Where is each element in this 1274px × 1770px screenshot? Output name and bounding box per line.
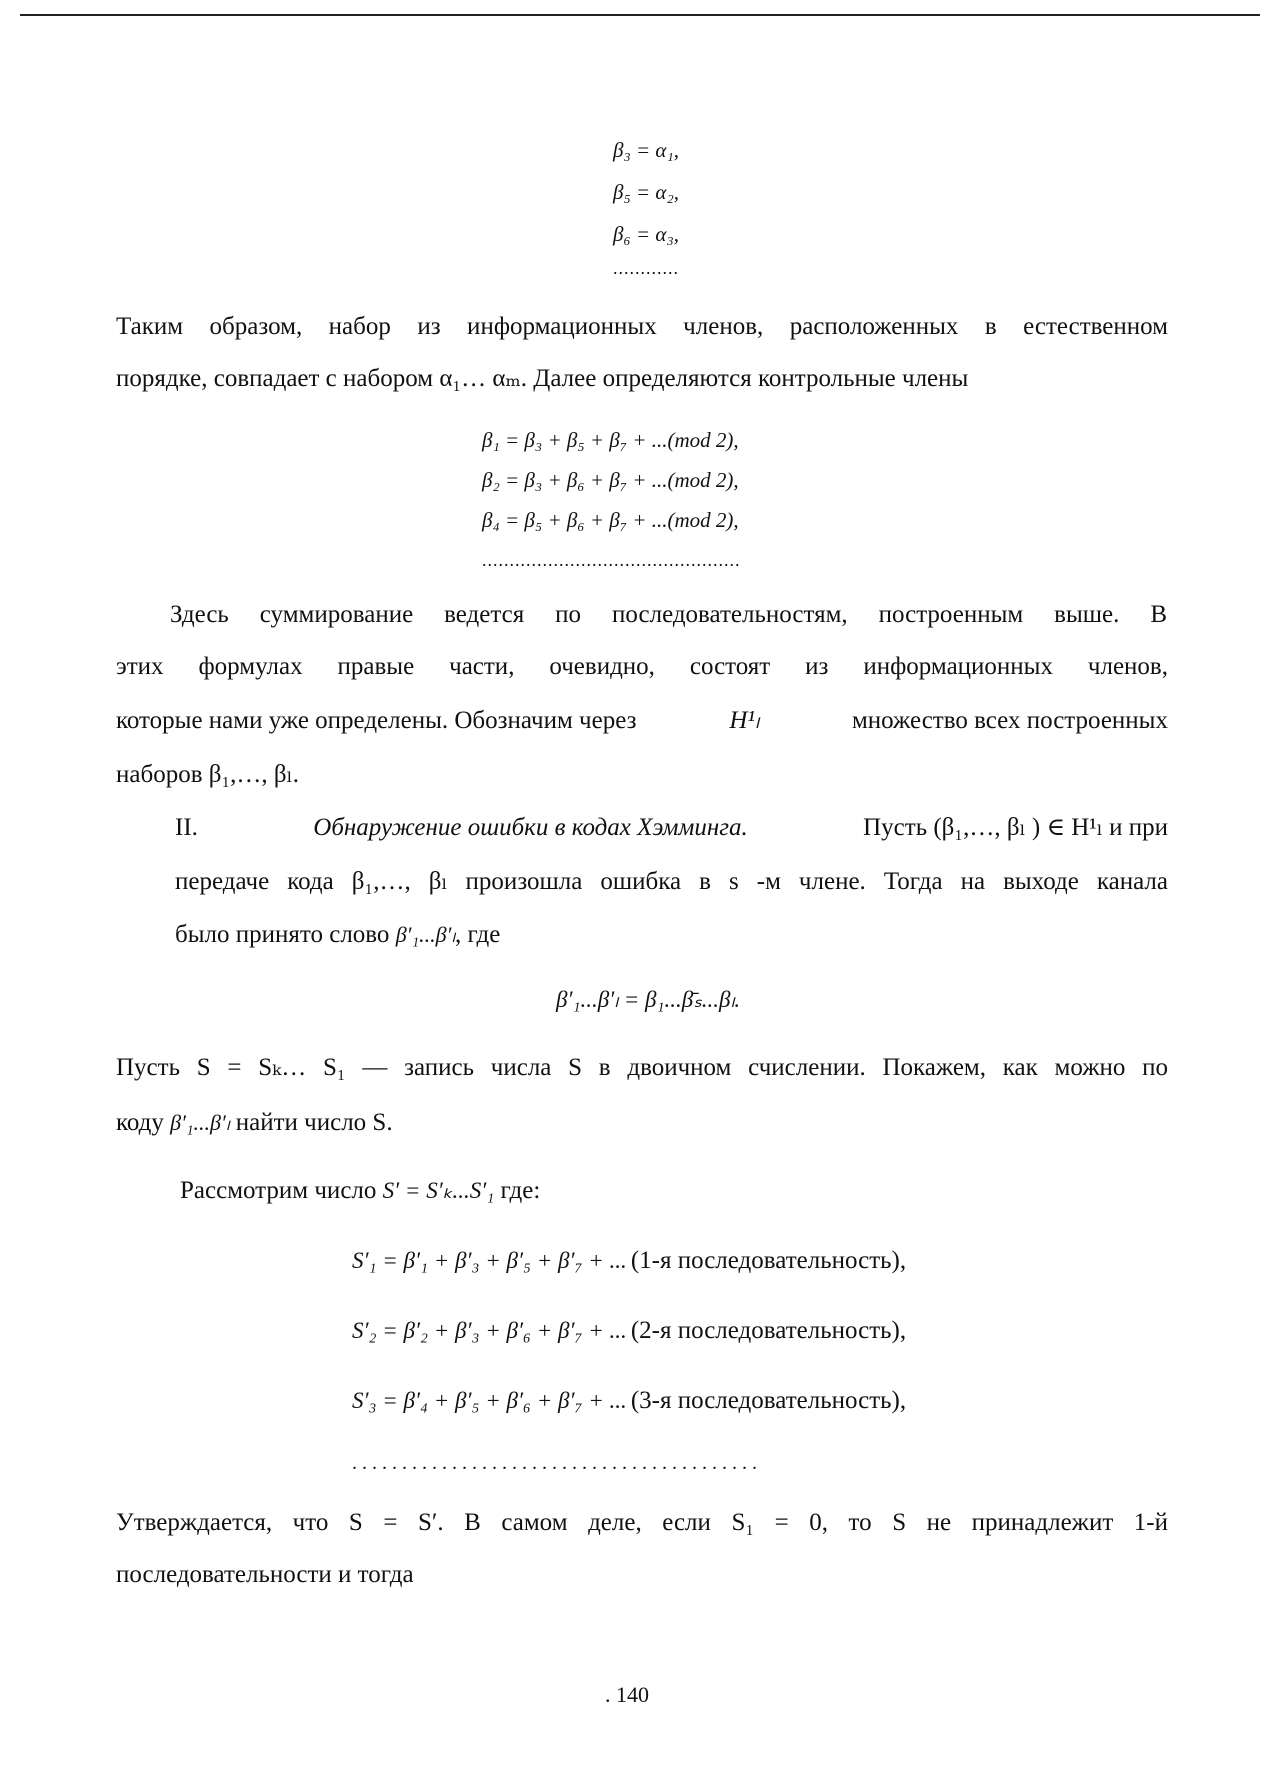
text-run: которые нами уже определены. Обозначим через <box>116 707 637 734</box>
section-number: II. <box>175 814 198 841</box>
text-run: было принято слово <box>175 921 390 948</box>
text-run: найти число S. <box>235 1109 393 1136</box>
set-symbol-h: H¹ₗ <box>729 707 760 734</box>
equation-note: (1-я последовательность), <box>630 1247 907 1274</box>
paragraph-line: передаче кода β₁,…, βₗ произошла ошибка в s -м члене. Тогда на выходе канала <box>175 868 1168 895</box>
equation-beta3: β₃ = α₁, <box>613 138 680 162</box>
paragraph-line <box>175 815 1168 840</box>
math-inline: S′ = S′ₖ...S′₁ <box>382 1178 495 1203</box>
paragraph-line <box>175 922 500 947</box>
paragraph-line: последовательности и тогда <box>116 1561 414 1588</box>
equation-beta2: β₂ = β₃ + β₆ + β₇ + ...(mod 2), <box>482 468 739 492</box>
equation-note: (2-я последовательность), <box>630 1317 907 1344</box>
equation-row <box>352 1248 906 1274</box>
equation-ellipsis: ......................................... <box>352 1452 762 1474</box>
equation-ellipsis: ............ <box>613 258 679 278</box>
equation-beta6: β₆ = α₃, <box>613 222 680 246</box>
paragraph-line <box>116 708 1168 733</box>
paragraph-line: этих формулах правые части, очевидно, состоят из информационных членов, <box>116 653 1168 680</box>
equation-s2: S′₂ = β′₂ + β′₃ + β′₆ + β′₇ + ... <box>352 1318 627 1343</box>
equation-note: (3-я последовательность), <box>630 1387 907 1414</box>
text-run: Пусть (β₁,…, βₗ ) ∈ H¹ₗ и при <box>863 814 1168 841</box>
text-run: коду <box>116 1109 164 1136</box>
paragraph-line: Пусть S = Sₖ… S₁ — запись числа S в двоичном счислении. Покажем, как можно по <box>116 1054 1168 1081</box>
top-rule <box>20 14 1260 16</box>
paragraph-line: порядке, совпадает с набором α₁… αₘ. Далее определяются контрольные члены <box>116 365 969 392</box>
math-inline: β′₁...β′ₗ <box>395 922 456 947</box>
section-title: Обнаружение ошибки в кодах Хэмминга. <box>313 814 748 841</box>
equation-s1: S′₁ = β′₁ + β′₃ + β′₅ + β′₇ + ... <box>352 1248 627 1273</box>
equation-ellipsis: ............................................... <box>482 550 741 570</box>
paragraph-line: Здесь суммирование ведется по последовательностям, построенным выше. В <box>170 601 1167 628</box>
math-inline: β′₁...β′ₗ <box>170 1110 230 1135</box>
equation-error: β′₁...β′ₗ = β₁...β̄ₛ...βₗ. <box>556 987 741 1012</box>
page-number: . 140 <box>605 1682 649 1707</box>
equation-s3: S′₃ = β′₄ + β′₅ + β′₆ + β′₇ + ... <box>352 1388 627 1413</box>
equation-row <box>352 1318 906 1344</box>
text-run: множество всех построенных <box>851 707 1168 734</box>
paragraph-line: Таким образом, набор из информационных членов, расположенных в естественном <box>116 313 1168 340</box>
equation-row <box>352 1388 906 1414</box>
equation-beta4: β₄ = β₅ + β₆ + β₇ + ...(mod 2), <box>482 508 739 532</box>
equation-beta5: β₅ = α₂, <box>613 180 680 204</box>
paragraph-line <box>180 1178 540 1203</box>
paragraph-line: наборов β₁,…, βₗ. <box>116 761 299 788</box>
equation-beta1: β₁ = β₃ + β₅ + β₇ + ...(mod 2), <box>482 428 739 452</box>
paragraph-line: Утверждается, что S = S′. В самом деле, если S₁ = 0, то S не принадлежит 1-й <box>116 1509 1168 1536</box>
paragraph-line <box>116 1110 393 1135</box>
text-run: Рассмотрим число <box>180 1177 377 1204</box>
text-run: , где <box>455 921 501 948</box>
text-run: где: <box>500 1177 541 1204</box>
